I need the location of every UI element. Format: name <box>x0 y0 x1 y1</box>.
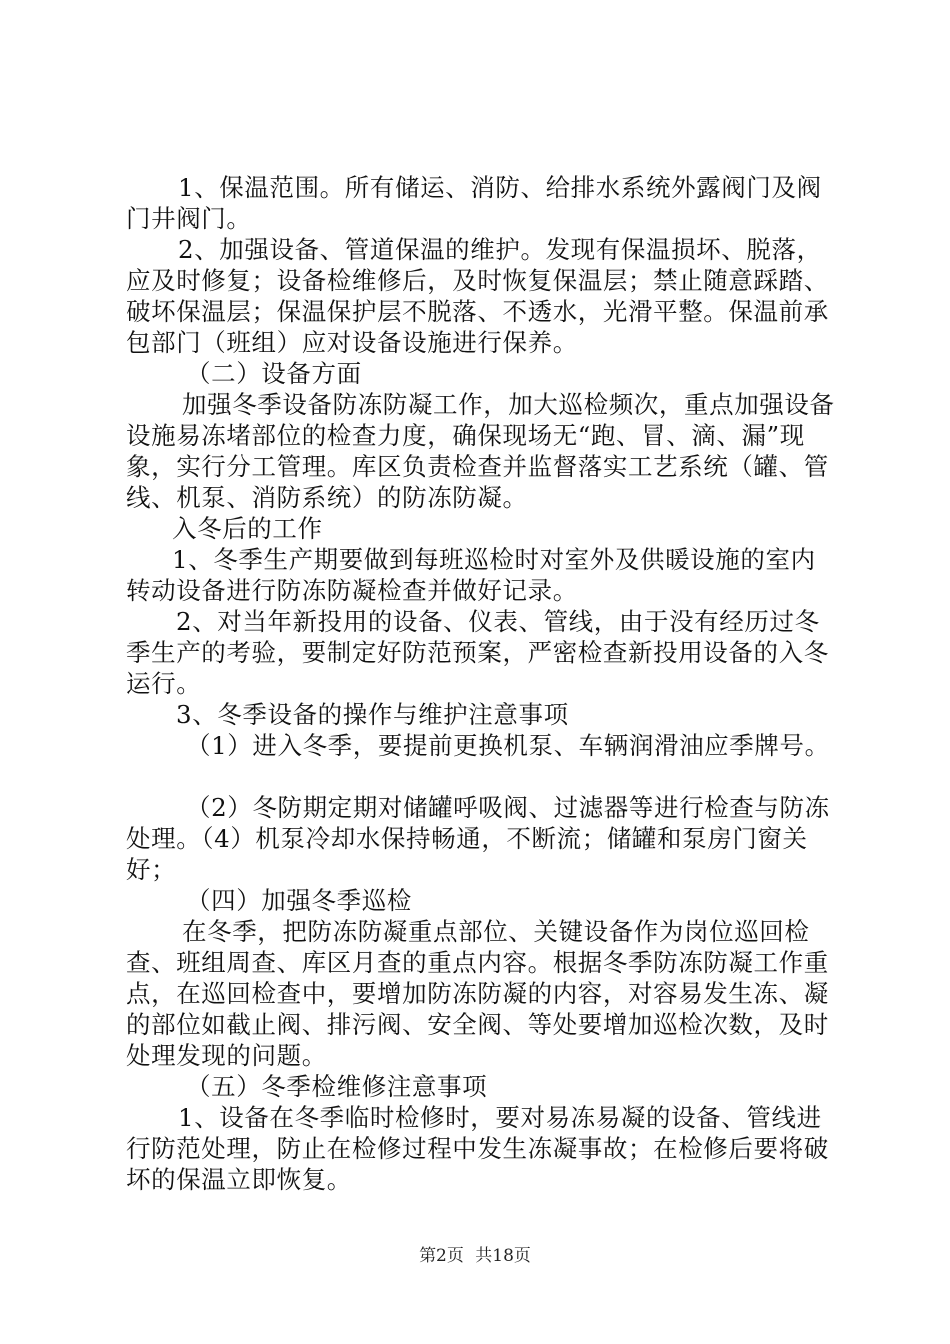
paragraph-shift-inspection: 1、冬季生产期要做到每班巡检时对室外及供暖设施的室内转动设备进行防冻防凝检查并做好记录。 <box>126 545 816 605</box>
heading-after-winter-start: 入冬后的工作 <box>172 514 323 543</box>
paragraph-periodic-checks: （2）冬防期定期对储罐呼吸阀、过滤器等进行检查与防冻处理。（4）机泵冷却水保持畅通，不断流；储罐和泵房门窗关好； <box>126 793 830 884</box>
paragraph-winter-repair: 1、设备在冬季临时检修时，要对易冻易凝的设备、管线进行防范处理，防止在检修过程中发生冻凝事故；在检修后要将破坏的保温立即恢复。 <box>126 1103 829 1194</box>
page-number: 第2页 <box>419 1246 464 1266</box>
page-footer <box>0 1245 950 1267</box>
page-total: 共18页 <box>475 1246 531 1266</box>
paragraph-insulation-maintenance: 2、加强设备、管道保温的维护。发现有保温损坏、脱落，应及时修复；设备检维修后，及时恢复保温层；禁止随意踩踏、破坏保温层；保温保护层不脱落、不透水，光滑平整。保温前承包部门（班组）应对设备设施进行保养。 <box>126 235 829 357</box>
heading-winter-patrol: （四）加强冬季巡检 <box>186 886 412 915</box>
paragraph-insulation-scope: 1、保温范围。所有储运、消防、给排水系统外露阀门及阀门井阀门。 <box>126 173 822 233</box>
paragraph-equipment-antifreeze: 加强冬季设备防冻防凝工作，加大巡检频次，重点加强设备设施易冻堵部位的检查力度，确保现场无“跑、冒、滴、漏”现象，实行分工管理。库区负责检查并监督落实工艺系统（罐、管线、机泵、消防系统）的防冻防凝。 <box>126 390 835 512</box>
paragraph-new-equipment: 2、对当年新投用的设备、仪表、管线，由于没有经历过冬季生产的考验，要制定好防范预案，严密检查新投用设备的入冬运行。 <box>126 607 829 698</box>
document-body <box>126 172 838 1195</box>
heading-equipment: （二）设备方面 <box>186 359 362 388</box>
heading-operation-maintenance: 3、冬季设备的操作与维护注意事项 <box>176 700 569 729</box>
blank-line <box>126 761 838 792</box>
heading-winter-repair: （五）冬季检维修注意事项 <box>186 1072 488 1101</box>
paragraph-winter-patrol: 在冬季，把防冻防凝重点部位、关键设备作为岗位巡回检查、班组周查、库区月查的重点内容。根据冬季防冻防凝工作重点，在巡回检查中，要增加防冻防凝的内容，对容易发生冻、凝的部位如截止阀、排污阀、安全阀、等处要增加巡检次数，及时处理发现的问题。 <box>126 917 829 1070</box>
paragraph-lubricant-change: （1）进入冬季，要提前更换机泵、车辆润滑油应季牌号。 <box>186 731 830 760</box>
